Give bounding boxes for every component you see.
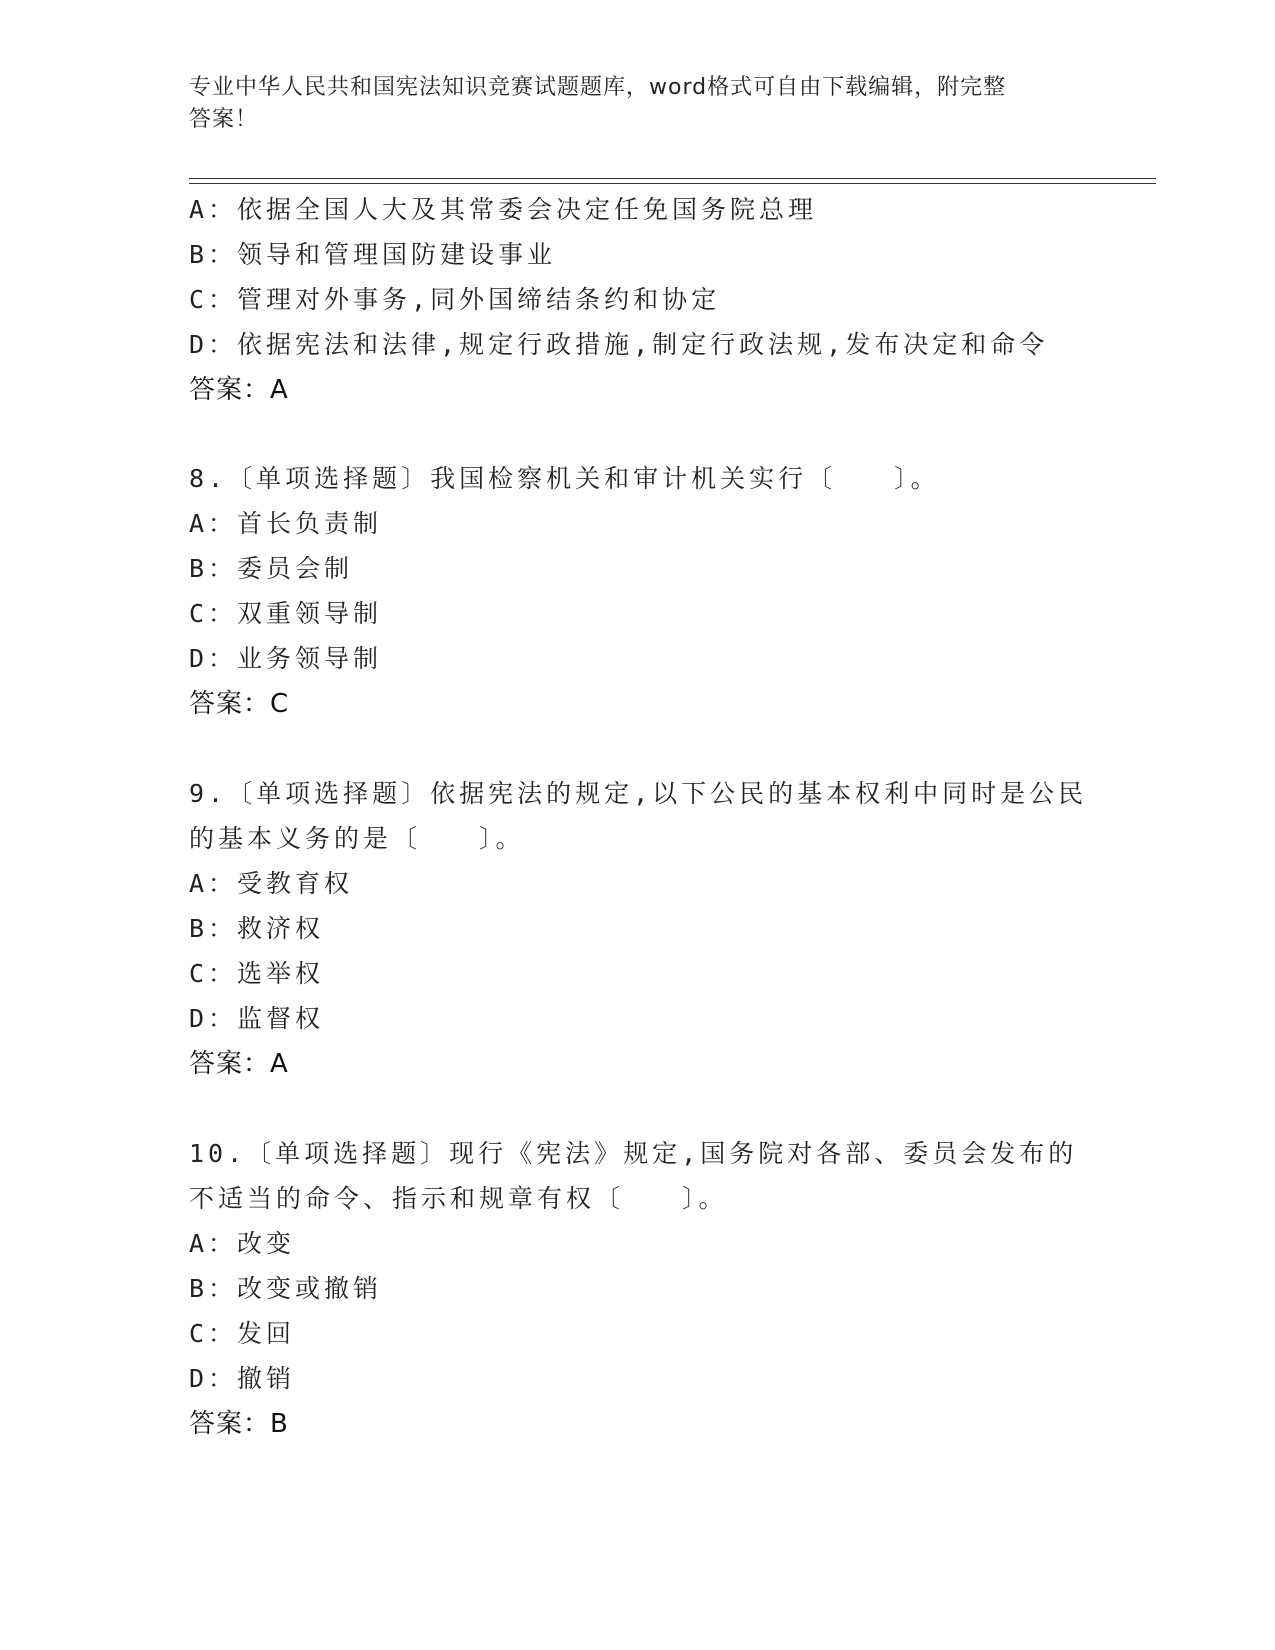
document-header	[189, 72, 1069, 136]
q9-option-d: D：监督权	[189, 1004, 325, 1033]
q10-option-d: D：撤销	[189, 1364, 296, 1393]
q10-stem-line-1: 10.〔单项选择题〕现行《宪法》规定,国务院对各部、委员会发布的	[189, 1139, 1078, 1168]
q8-option-c: C：双重领导制	[189, 599, 383, 628]
header-rule-top	[189, 178, 1156, 179]
q8-answer: 答案：C	[189, 689, 290, 719]
q7-option-b: B：领导和管理国防建设事业	[189, 240, 557, 269]
q9-stem-line-2: 的基本义务的是〔 〕。	[189, 824, 525, 853]
q10-answer: 答案：B	[189, 1409, 289, 1439]
q7-option-d: D：依据宪法和法律,规定行政措施,制定行政法规,发布决定和命令	[189, 330, 1049, 359]
q7-option-c: C：管理对外事务,同外国缔结条约和协定	[189, 285, 721, 314]
q9-option-c: C：选举权	[189, 959, 325, 988]
header-line-1: 专业中华人民共和国宪法知识竞赛试题题库，word格式可自由下载编辑，附完整	[189, 75, 1007, 100]
q8-option-d: D：业务领导制	[189, 644, 383, 673]
q9-stem-line-1: 9.〔单项选择题〕依据宪法的规定,以下公民的基本权利中同时是公民	[189, 779, 1088, 808]
q8-stem: 8.〔单项选择题〕我国检察机关和审计机关实行〔 〕。	[189, 464, 940, 493]
q10-option-b: B：改变或撤销	[189, 1274, 383, 1303]
q9-answer: 答案：A	[189, 1049, 289, 1079]
q8-option-b: B：委员会制	[189, 554, 354, 583]
q7-option-a: A：依据全国人大及其常委会决定任免国务院总理	[189, 195, 818, 224]
q10-option-a: A：改变	[189, 1229, 296, 1258]
q7-answer: 答案：A	[189, 375, 289, 405]
header-rule-bottom	[189, 183, 1156, 184]
q9-option-a: A：受教育权	[189, 869, 354, 898]
q10-option-c: C：发回	[189, 1319, 296, 1348]
header-line-2: 答案！	[189, 107, 259, 132]
q8-option-a: A：首长负责制	[189, 509, 383, 538]
q10-stem-line-2: 不适当的命令、指示和规章有权〔 〕。	[189, 1184, 728, 1213]
q9-option-b: B：救济权	[189, 914, 325, 943]
